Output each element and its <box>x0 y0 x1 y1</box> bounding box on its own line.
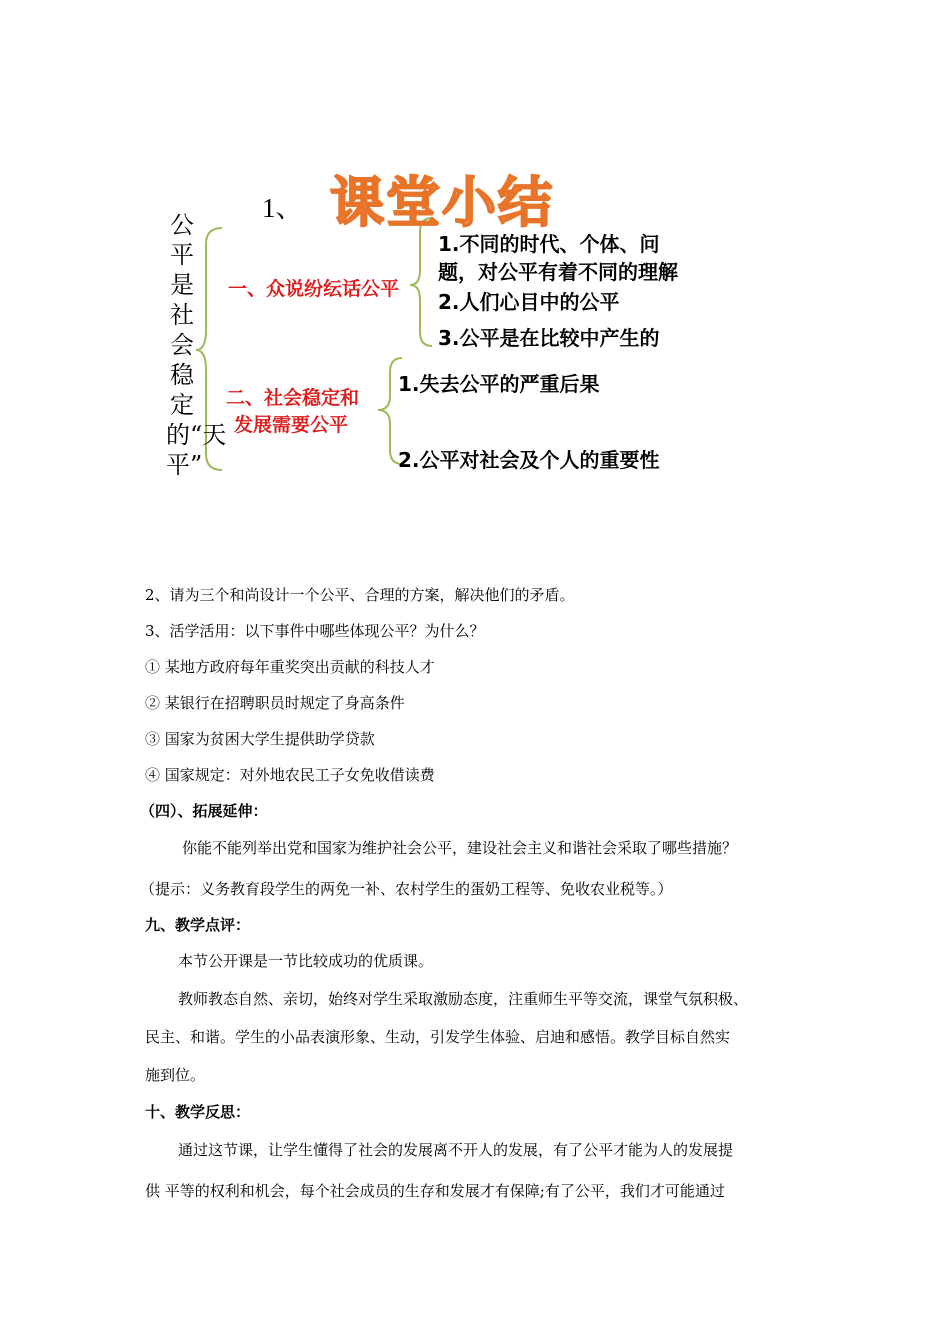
reflect-paragraph: 供 平等的权利和机会，每个社会成员的生存和发展才有保障;有了公平，我们才可能通过 <box>145 1182 725 1200</box>
review-paragraph-2: 教师教态自然、亲切，始终对学生采取激励态度，注重师生平等交流，课堂气氛积极、 <box>178 990 749 1008</box>
question-2: 2、请为三个和尚设计一个公平、合理的方案，解决他们的矛盾。 <box>145 586 575 604</box>
branch1-item: 1.不同的时代、个体、问 <box>438 232 660 256</box>
vertical-title: 公平是社会稳定的“天平” <box>166 211 227 479</box>
branch2-label-line1: 二、社会稳定和 <box>226 387 360 409</box>
option-item: ① 某地方政府每年重奖突出贡献的科技人才 <box>145 658 435 676</box>
summary-number: 1、 <box>262 193 303 223</box>
review-paragraph-1: 本节公开课是一节比较成功的优质课。 <box>178 952 434 970</box>
review-paragraph-2: 民主、和谐。学生的小品表演形象、生动，引发学生体验、启迪和感悟。教学目标自然实 <box>145 1028 731 1046</box>
option-item: ④ 国家规定：对外地农民工子女免收借读费 <box>145 766 435 784</box>
summary-title: 课堂小结 <box>330 171 554 234</box>
brace-branch1 <box>410 218 432 346</box>
branch2-label-line2: 发展需要公平 <box>234 414 349 436</box>
branch2-item: 2.公平对社会及个人的重要性 <box>398 448 660 472</box>
branch1-item: 题，对公平有着不同的理解 <box>438 260 678 284</box>
reflect-paragraph: 通过这节课，让学生懂得了社会的发展离不开人的发展，有了公平才能为人的发展提 <box>178 1141 734 1159</box>
question-3: 3、活学活用：以下事件中哪些体现公平？为什么？ <box>145 622 485 640</box>
branch1-label: 一、众说纷纭话公平 <box>228 278 400 300</box>
extend-question: 你能不能列举出党和国家为维护社会公平，建设社会主义和谐社会采取了哪些措施？ <box>182 839 738 857</box>
option-item: ② 某银行在招聘职员时规定了身高条件 <box>145 694 405 712</box>
branch2-item: 1.失去公平的严重后果 <box>398 372 600 396</box>
review-heading: 九、教学点评： <box>145 916 251 934</box>
reflect-heading: 十、教学反思： <box>145 1103 251 1121</box>
extend-hint: （提示：义务教育段学生的两免一补、农村学生的蛋奶工程等、免收农业税等。） <box>140 880 673 898</box>
branch1-item: 2.人们心目中的公平 <box>438 290 620 314</box>
option-item: ③ 国家为贫困大学生提供助学贷款 <box>145 730 375 748</box>
branch1-item: 3.公平是在比较中产生的 <box>438 326 660 350</box>
extend-heading: （四）、拓展延伸： <box>140 802 268 820</box>
review-paragraph-2: 施到位。 <box>145 1066 206 1084</box>
